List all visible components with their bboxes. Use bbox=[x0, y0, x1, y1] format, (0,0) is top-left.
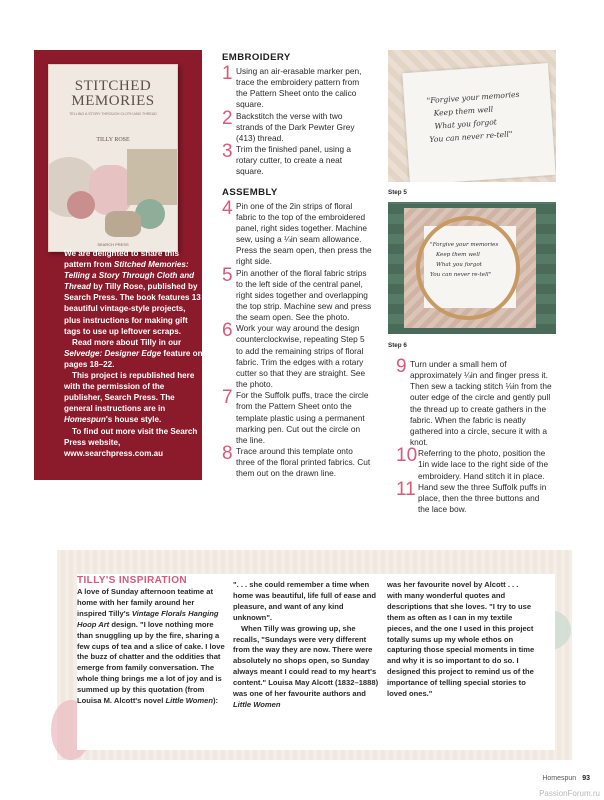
step-3 bbox=[222, 141, 372, 177]
step-6 bbox=[222, 320, 372, 390]
step-number: 9 bbox=[396, 356, 407, 377]
step-number: 5 bbox=[222, 264, 233, 286]
step-number: 2 bbox=[222, 107, 233, 129]
step6-photo bbox=[388, 202, 556, 334]
step-number: 7 bbox=[222, 387, 233, 409]
step-1 bbox=[222, 63, 372, 111]
cover-author: TILLY ROSE bbox=[96, 137, 130, 143]
sidebar-para-3: This project is republished here with the permission of the publisher, Search Press. The general instructions are in Homespun's house style. bbox=[64, 371, 195, 425]
step-7 bbox=[222, 387, 372, 446]
instructions-column bbox=[222, 52, 372, 479]
step-number: 11 bbox=[396, 478, 416, 500]
step5-verse: "Forgive your memories Keep them well What you forgot You can never re-tell" bbox=[426, 89, 520, 145]
step-9 bbox=[396, 356, 552, 448]
cover-title: STITCHED MEMORIES bbox=[71, 78, 155, 109]
sidebar-para-1: We are delighted to share this pattern from Stitched Memories: Telling a Story Through Cloth and Thread by Tilly Rose, published by Search Press. The book features 13 beautiful vintage-style projects, plus instructions for making gift tags to use up leftover scraps. bbox=[64, 249, 201, 336]
step-number: 8 bbox=[222, 443, 233, 464]
sidebar-para-4: To find out more visit the Search Press website, bbox=[64, 426, 198, 447]
watermark: PassionForum.ru bbox=[539, 789, 600, 798]
inspiration-col-1: A love of Sunday afternoon teatime at home with her family around her inspired Tilly's Vintage Florals Hanging Hoop Art design. "I love nothing more than snuggling up by the fire, sharing a few cups of tea and a slice of cake. I love the buzz of chatter and the oddities that emerge from family conversation. The whole thing brings me a lot of joy and is summed up by this quotation (from Louisa M. Alcott's novel Little Women): bbox=[77, 587, 225, 706]
step-8 bbox=[222, 443, 372, 479]
step-11 bbox=[396, 478, 552, 515]
step-text: Pin another of the floral fabric strips to the left side of the central panel, right sides together and overlapping the top strip. Machine sew and press the seam open. See the photo. bbox=[236, 267, 372, 323]
book-cover-image bbox=[48, 64, 178, 252]
sidebar-text bbox=[64, 248, 204, 459]
inspiration-col-3: was her favourite novel by Alcott . . . with many wonderful quotes and descriptions that she loves. "I try to use them as often as I can in my textile pieces, and the one I used in this project totally sums up my whole ethos on capturing those special moments in time and why it is so important to do so. I designed this project to remind us of the importance of telling special stories to loved ones." bbox=[387, 580, 535, 699]
step5-photo bbox=[388, 50, 556, 182]
step-number: 4 bbox=[222, 197, 233, 219]
right-steps-column bbox=[396, 356, 552, 515]
step-text: For the Suffolk puffs, trace the circle from the Pattern Sheet onto the template plastic using a permanent marking pen. Cut out the circle on the line. bbox=[236, 390, 369, 445]
step-text: Work your way around the design counterclockwise, repeating Step 5 to add the remaining strips of floral fabric. Trim the edges with a rotary cutter so that they are straight. See the photo. bbox=[236, 323, 366, 390]
step-text: Turn under a small hem of approximately ¼in and finger press it. Then sew a tacking stitch ⅛in from the outer edge of the circle and gently pull the thread up to create gathers in the fabric. When the fabric is neatly gathered into a circle, secure it with a knot. bbox=[410, 359, 552, 448]
searchpress-link[interactable]: www.searchpress.com.au bbox=[64, 448, 164, 458]
sidebar-para-2: Read more about Tilly in our Selvedge: Designer Edge feature on pages 18–22. bbox=[64, 337, 203, 369]
embroidery-heading: EMBROIDERY bbox=[222, 52, 291, 63]
step-number: 6 bbox=[222, 320, 233, 342]
step6-verse: "Forgive your memories Keep them well What you forgot You can never re-tell" bbox=[430, 242, 499, 278]
step-text: Pin one of the 2in strips of floral fabric to the top of the embroidered panel, right sides together. Machine sew, using a ¼in seam allowance. Press the seam open, then press the right side. bbox=[236, 200, 372, 267]
step-number: 10 bbox=[396, 445, 418, 467]
step-2 bbox=[222, 107, 372, 144]
book-promo-sidebar bbox=[34, 50, 202, 480]
step6-caption: Step 6 bbox=[388, 342, 407, 349]
step-number: 3 bbox=[222, 141, 233, 163]
step-text: Hand sew the three Suffolk puffs in place, then the three buttons and the lace bow. bbox=[418, 481, 547, 515]
step-4 bbox=[222, 197, 372, 268]
step-text: Using an air-erasable marker pen, trace the embroidery pattern from the Pattern Sheet onto the calico square. bbox=[236, 66, 362, 110]
step-5 bbox=[222, 264, 372, 324]
step-text: Trace around this template onto three of the floral printed fabrics. Cut them out on the drawn line. bbox=[236, 446, 371, 479]
inspiration-col-2: ". . . she could remember a time when home was beautiful, life full of ease and pleasure, and want of any kind unknown". When Tilly was growing up, she recalls, "Sundays were very different from the way they are now. There were absolutely no shops open, so Sunday always meant I could read to my heart's content." Louisa May Alcott (1832–1888) was one of her favourite authors and Little Women bbox=[233, 580, 379, 709]
step-text: Backstitch the verse with two strands of the Dark Pewter Grey (413) thread. bbox=[236, 110, 355, 143]
page-footer: Homespun 93 bbox=[542, 775, 590, 782]
assembly-heading: ASSEMBLY bbox=[222, 186, 278, 198]
step5-caption: Step 5 bbox=[388, 189, 407, 196]
step-text: Referring to the photo, position the 1in wide lace to the right side of the embroidery. Hand stitch it in place. bbox=[418, 448, 549, 481]
cover-publisher: SEARCH PRESS bbox=[97, 242, 129, 247]
cover-subtitle: TELLING A STORY THROUGH CLOTH AND THREAD bbox=[69, 112, 157, 116]
inspiration-heading: TILLY'S INSPIRATION bbox=[77, 575, 187, 586]
step-10 bbox=[396, 445, 552, 481]
inspiration-panel bbox=[57, 550, 572, 760]
step-text: Trim the finished panel, using a rotary cutter, to create a neat square. bbox=[236, 144, 351, 177]
step-number: 1 bbox=[222, 63, 233, 84]
